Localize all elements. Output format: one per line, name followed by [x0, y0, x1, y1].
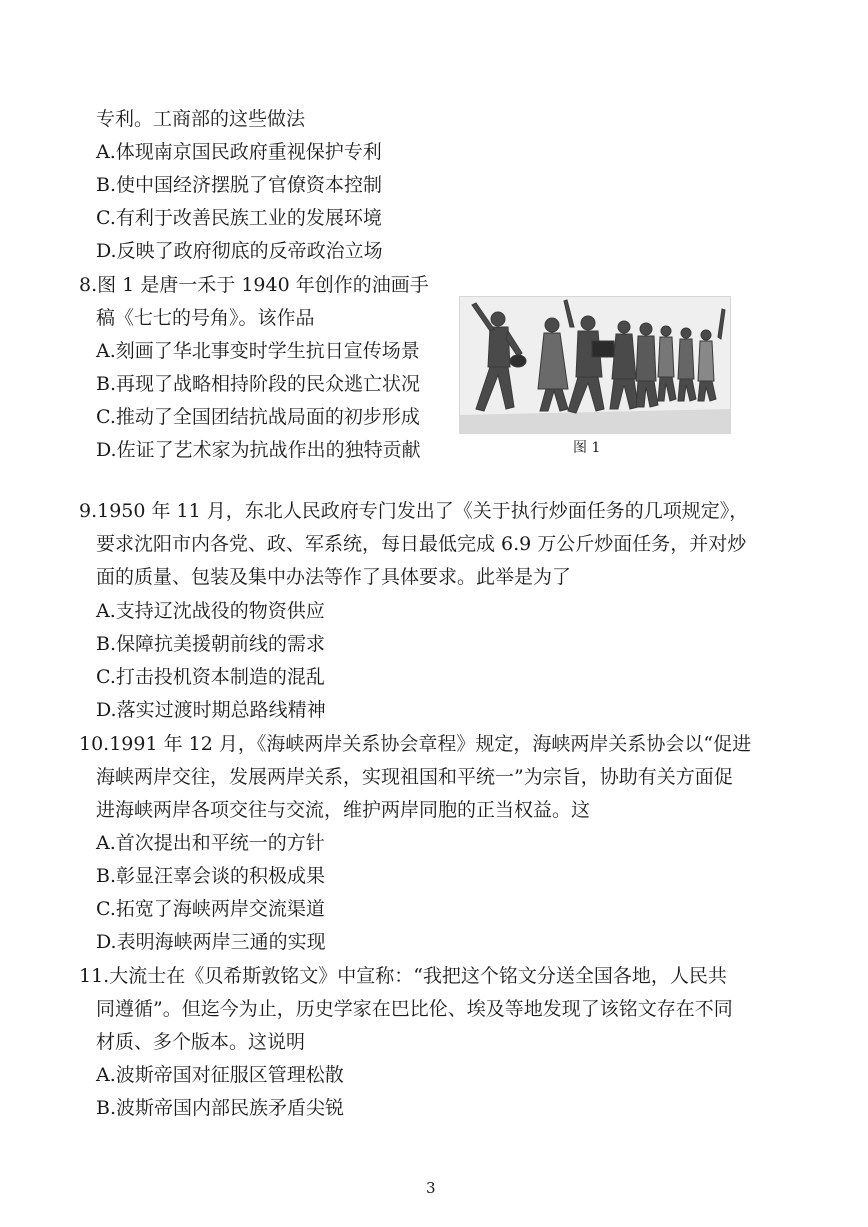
q8-option-c: C.推动了全国团结抗战局面的初步形成: [96, 406, 420, 428]
q7-option-c: C.有利于改善民族工业的发展环境: [96, 207, 382, 229]
q9-option-b: B.保障抗美援朝前线的需求: [96, 633, 326, 655]
q8-option-a: A.刻画了华北事变时学生抗日宣传场景: [96, 340, 420, 362]
q7-stem-continuation: 专利。工商部的这些做法: [96, 108, 306, 130]
q8-stem-line-2: 稿《七七的号角》。该作品: [96, 307, 315, 329]
figure-1-caption: 图 1: [573, 440, 601, 456]
q7-option-d: D.反映了政府彻底的反帝政治立场: [96, 240, 383, 262]
q11-option-a: A.波斯帝国对征服区管理松散: [96, 1064, 344, 1086]
q11-stem-line-2: 同遵循”。但迄今为止，历史学家在巴比伦、埃及等地发现了该铭文存在不同: [96, 998, 733, 1020]
q10-stem-line-1: 10.1991 年 12 月，《海峡两岸关系协会章程》规定，海峡两岸关系协会以“促进: [79, 733, 752, 755]
q9-stem-line-1: 9.1950 年 11 月，东北人民政府专门发出了《关于执行炒面任务的几项规定》，: [79, 500, 749, 522]
q8-stem-line-1: 8.图 1 是唐一禾于 1940 年创作的油画手: [79, 274, 429, 296]
q8-option-d: D.佐证了艺术家为抗战作出的独特贡献: [96, 439, 421, 461]
q9-option-c: C.打击投机资本制造的混乱: [96, 666, 325, 688]
q10-option-b: B.彰显汪辜会谈的积极成果: [96, 865, 326, 887]
q10-stem-line-2: 海峡两岸交往，发展两岸关系，实现祖国和平统一”为宗旨，协助有关方面促: [96, 766, 733, 788]
q10-option-c: C.拓宽了海峡两岸交流渠道: [96, 898, 325, 920]
q10-option-d: D.表明海峡两岸三通的实现: [96, 931, 326, 953]
q9-stem-line-3: 面的质量、包装及集中办法等作了具体要求。此举是为了: [96, 566, 572, 588]
q7-option-b: B.使中国经济摆脱了官僚资本控制: [96, 174, 383, 196]
q11-option-b: B.波斯帝国内部民族矛盾尖锐: [96, 1097, 345, 1119]
q9-stem-line-2: 要求沈阳市内各党、政、军系统，每日最低完成 6.9 万公斤炒面任务，并对炒: [96, 533, 747, 555]
figure-1-painting: [459, 296, 731, 434]
marching-crowd-sketch: [460, 297, 730, 433]
q9-option-d: D.落实过渡时期总路线精神: [96, 699, 326, 721]
q9-option-a: A.支持辽沈战役的物资供应: [96, 600, 325, 622]
page-number: 3: [426, 1179, 436, 1197]
q7-option-a: A.体现南京国民政府重视保护专利: [96, 141, 382, 163]
q11-stem-line-3: 材质、多个版本。这说明: [96, 1031, 306, 1053]
q10-stem-line-3: 进海峡两岸各项交往与交流，维护两岸同胞的正当权益。这: [96, 799, 591, 821]
q10-option-a: A.首次提出和平统一的方针: [96, 832, 325, 854]
q11-stem-line-1: 11.大流士在《贝希斯敦铭文》中宣称：“我把这个铭文分送全国各地，人民共: [79, 965, 727, 987]
q8-option-b: B.再现了战略相持阶段的民众逃亡状况: [96, 373, 421, 395]
